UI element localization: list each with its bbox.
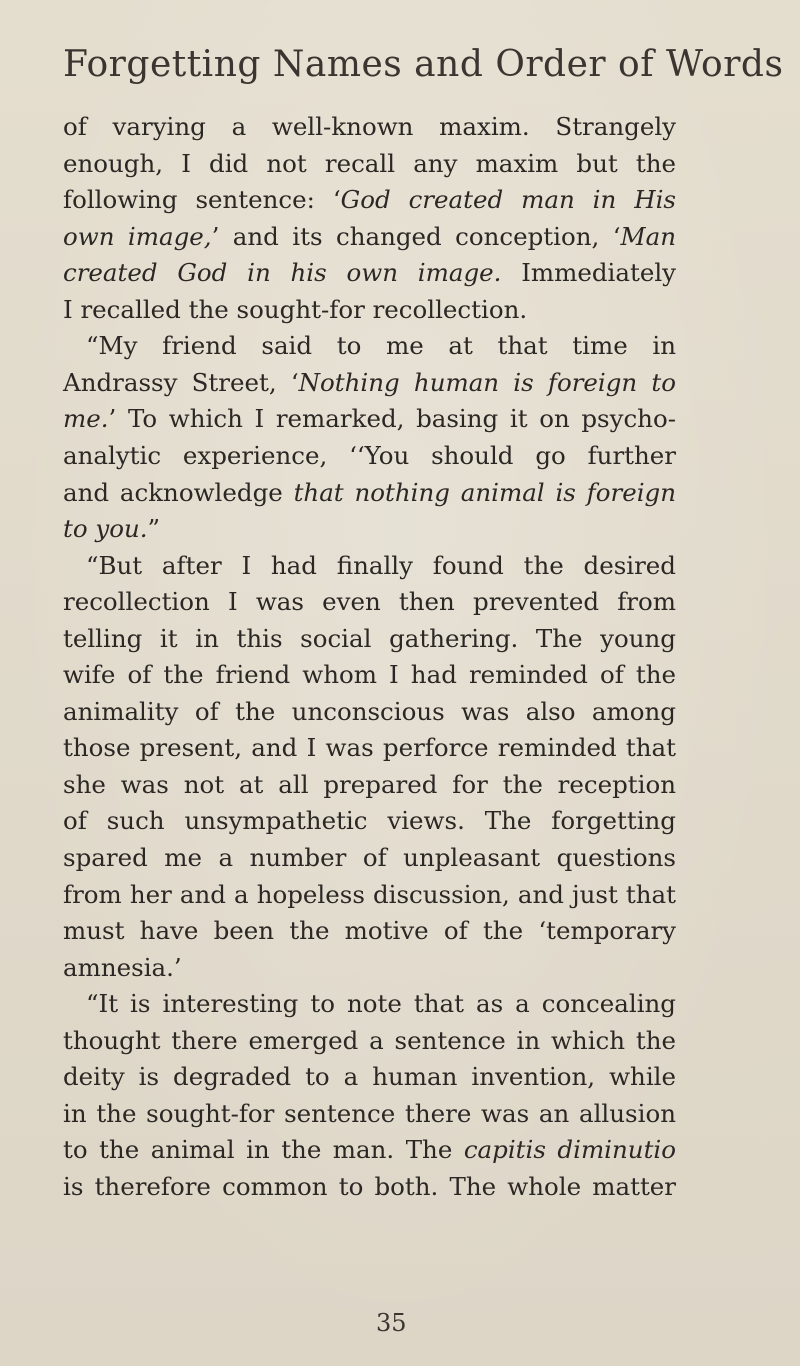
text-line: [86, 549, 676, 583]
text-line: [63, 878, 676, 912]
text-segment: “But after I had finally found the desired: [86, 550, 676, 580]
text-segment: to the animal in the man. The: [63, 1135, 464, 1165]
text-line: [63, 841, 676, 875]
text-line: [63, 804, 676, 838]
text-line: [63, 1170, 676, 1204]
text-segment: spared me a number of unpleasant questions: [63, 843, 676, 872]
text-segment: and acknowledge: [63, 477, 294, 507]
text-line: [63, 366, 676, 400]
italic-text: own image,: [63, 221, 212, 251]
text-segment: those present, and I was perforce reminded that: [63, 733, 676, 763]
text-line: [86, 987, 676, 1021]
text-line: [63, 147, 676, 181]
italic-text: God created man in His: [340, 185, 676, 215]
text-segment: recollection I was even then prevented from: [63, 587, 676, 617]
text-line: [63, 695, 676, 729]
text-line: [63, 1024, 676, 1058]
text-line: [63, 731, 676, 765]
text-segment: following sentence: ‘: [63, 185, 341, 215]
text-segment: “It is interesting to note that as a concealing: [86, 989, 676, 1019]
text-line: [63, 402, 676, 436]
text-segment: I recalled the sought-for recollection.: [63, 294, 528, 324]
text-line: [63, 256, 676, 290]
text-segment: in the sought-for sentence there was an allusion: [63, 1098, 676, 1128]
text-line: [63, 293, 527, 327]
text-segment: ”: [147, 514, 161, 543]
text-line: [63, 914, 676, 948]
text-line: [63, 1133, 676, 1167]
text-segment: wife of the friend whom I had reminded of the: [63, 660, 676, 690]
italic-text: capitis diminutio: [463, 1135, 676, 1165]
text-line: [63, 439, 676, 473]
text-line: [63, 220, 676, 254]
text-segment: from her and a hopeless discussion, and just that: [63, 879, 676, 909]
text-segment: of such unsympathetic views. The forgetting: [63, 806, 676, 836]
text-segment: amnesia.’: [63, 952, 182, 982]
text-line: [63, 585, 676, 619]
italic-text: Man: [620, 221, 676, 251]
text-line: [63, 1060, 676, 1094]
text-segment: of varying a well-known maxim. Strangely: [63, 112, 676, 141]
text-segment: deity is degraded to a human invention, while: [63, 1062, 676, 1092]
text-line: [63, 622, 676, 656]
text-segment: must have been the motive of the ‘temporary: [63, 916, 676, 946]
text-segment: she was not at all prepared for the reception: [63, 769, 676, 799]
text-line: [63, 512, 160, 546]
italic-text: me.: [63, 404, 109, 434]
text-segment: Andrassy Street, ‘: [63, 367, 299, 397]
text-segment: thought there emerged a sentence in which the: [63, 1025, 676, 1055]
italic-text: that nothing animal is foreign: [293, 477, 676, 507]
italic-text: Nothing human is foreign to: [298, 367, 676, 397]
text-line: [63, 476, 676, 510]
text-segment: Immediately: [501, 258, 676, 288]
text-line: [63, 768, 676, 802]
text-line: [63, 110, 676, 144]
text-segment: ’ and its changed conception, ‘: [211, 221, 621, 251]
italic-text: created God in his own image.: [63, 258, 502, 288]
text-line: [63, 183, 676, 217]
text-segment: is therefore common to both. The whole matter: [63, 1171, 676, 1201]
text-segment: telling it in this social gathering. The young: [63, 623, 676, 653]
page-number: 35: [376, 1309, 407, 1337]
text-line: [63, 1097, 676, 1131]
text-segment: enough, I did not recall any maxim but the: [63, 148, 676, 178]
text-segment: analytic experience, ‘‘You should go further: [63, 440, 676, 470]
text-line: [63, 951, 182, 985]
running-head: Forgetting Names and Order of Words: [63, 44, 784, 85]
text-line: [86, 329, 676, 363]
text-segment: “My friend said to me at that time in: [86, 331, 676, 361]
text-line: [63, 658, 676, 692]
text-segment: ’ To which I remarked, basing it on psycho-: [108, 404, 676, 434]
text-segment: animality of the unconscious was also among: [63, 696, 676, 726]
italic-text: to you.: [63, 514, 148, 543]
